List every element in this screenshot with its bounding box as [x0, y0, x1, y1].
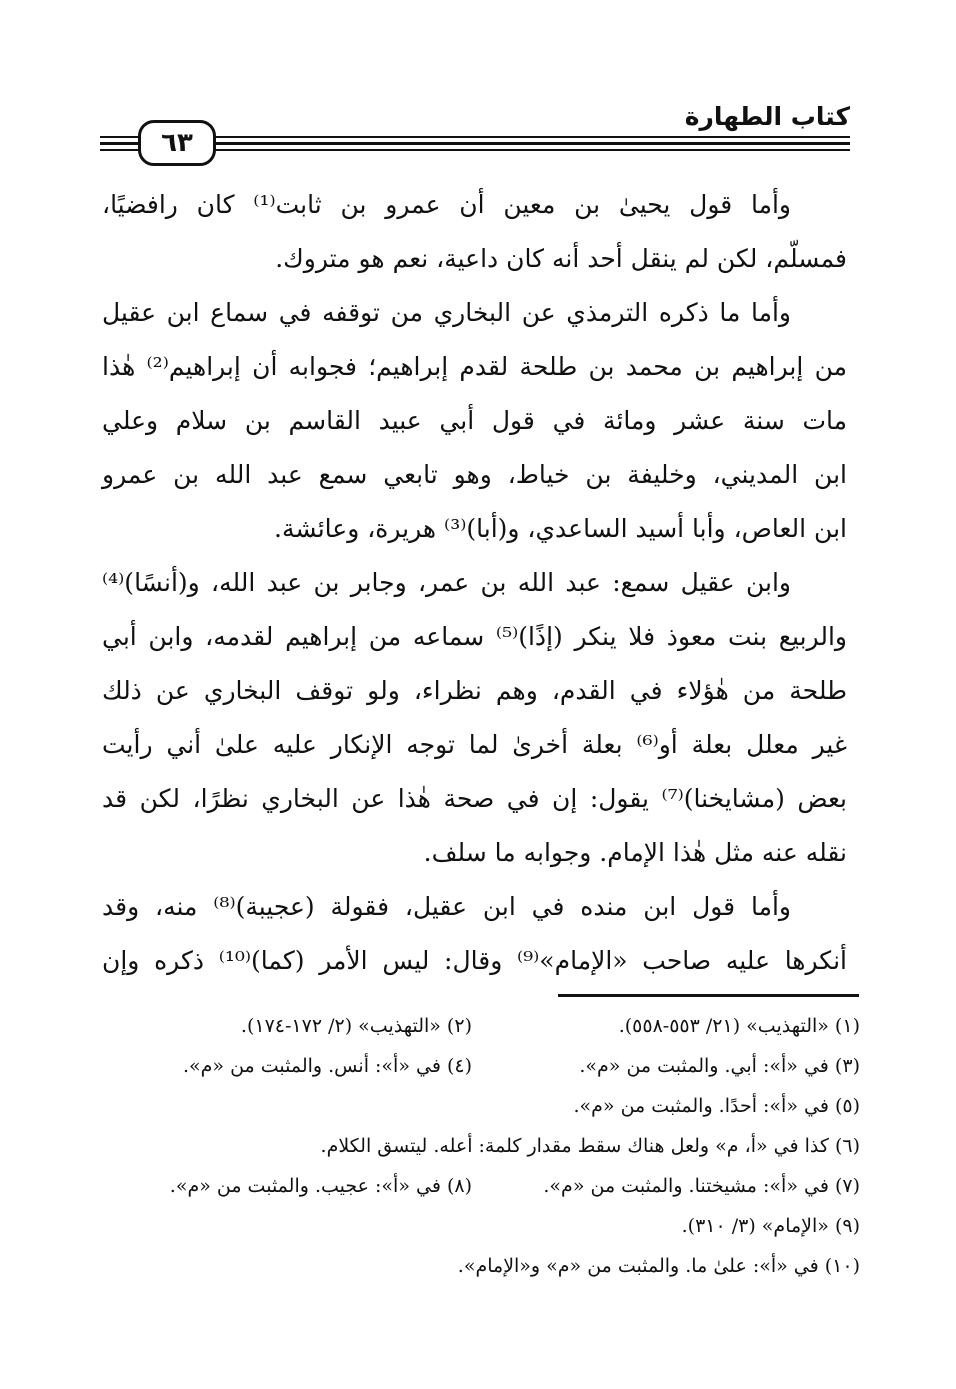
text-line: نقله عنه مثل هٰذا الإمام. وجوابه ما سلف. [423, 838, 847, 867]
text-line: أنكرها عليه صاحب «الإمام»⁽⁹⁾ وقال: ليس الأمر (كما)⁽¹⁰⁾ ذكره وإن [102, 946, 847, 975]
footnote-5: (٥) في «أ»: أحدًا. والمثبت من «م». [573, 1095, 860, 1117]
text-line: ابن العاص، وأبا أسيد الساعدي، و(أبا)⁽³⁾ هريرة، وعائشة. [274, 514, 847, 543]
footnote-row [102, 1206, 860, 1246]
main-text [102, 178, 847, 988]
text-line: وأما قول ابن منده في ابن عقيل، فقولة (عجيبة)⁽⁸⁾ منه، وقد [102, 892, 791, 921]
text-line: وأما قول يحيىٰ بن معين أن عمرو بن ثابت⁽¹⁾ كان رافضيًا، [102, 190, 791, 219]
running-header [100, 96, 850, 160]
footnote-row [102, 1166, 860, 1206]
footnotes [102, 1006, 860, 1286]
footnote-4: (٤) في «أ»: أنس. والمثبت من «م». [182, 1055, 472, 1077]
text-line: ابن المديني، وخليفة بن خياط، وهو تابعي سمع عبد الله بن عمرو [102, 460, 847, 489]
footnote-7: (٧) في «أ»: مشيختنا. والمثبت من «م». [543, 1175, 860, 1197]
footnote-row [102, 1126, 860, 1166]
footnote-separator [558, 994, 859, 997]
footnote-6: (٦) كذا في «أ، م» ولعل هناك سقط مقدار كلمة: أعله. ليتسق الكلام. [320, 1135, 860, 1157]
footnote-row [102, 1046, 860, 1086]
text-line: مات سنة عشر ومائة في قول أبي عبيد القاسم بن سلام وعلي [102, 406, 847, 435]
footnote-10: (١٠) في «أ»: علىٰ ما. والمثبت من «م» و«الإمام». [457, 1255, 860, 1277]
footnote-3: (٣) في «أ»: أبي. والمثبت من «م». [579, 1055, 860, 1077]
text-line: وأما ما ذكره الترمذي عن البخاري من توقفه في سماع ابن عقيل [102, 298, 791, 327]
text-line: بعض (مشايخنا)⁽⁷⁾ يقول: إن في صحة هٰذا عن البخاري نظرًا، لكن قد [102, 784, 847, 813]
footnote-row [102, 1246, 860, 1286]
footnote-row [102, 1006, 860, 1046]
text-line: غير معلل بعلة أو⁽⁶⁾ بعلة أخرىٰ لما توجه الإنكار عليه علىٰ أني رأيت [102, 730, 847, 759]
footnote-9: (٩) «الإمام» (٣/ ٣١٠). [681, 1215, 860, 1237]
text-line: وابن عقيل سمع: عبد الله بن عمر، وجابر بن عبد الله، و(أنسًا)⁽⁴⁾ [102, 568, 791, 597]
footnote-2: (٢) «التهذيب» (٢/ ١٧٢-١٧٤). [240, 1015, 472, 1037]
text-line: والربيع بنت معوذ فلا ينكر (إذًا)⁽⁵⁾ سماعه من إبراهيم لقدمه، وابن أبي [102, 622, 847, 651]
footnote-8: (٨) في «أ»: عجيب. والمثبت من «م». [169, 1175, 472, 1197]
text-line: طلحة من هٰؤلاء في القدم، وهم نظراء، ولو توقف البخاري عن ذلك [102, 676, 847, 705]
footnote-row [102, 1086, 860, 1126]
text-line: فمسلّم، لكن لم ينقل أحد أنه كان داعية، نعم هو متروك. [275, 244, 847, 273]
book-title: كتاب الطهارة [684, 102, 850, 131]
footnote-1: (١) «التهذيب» (٢١/ ٥٥٣-٥٥٨). [618, 1015, 860, 1037]
text-line: من إبراهيم بن محمد بن طلحة لقدم إبراهيم؛ فجوابه أن إبراهيم⁽²⁾ هٰذا [102, 352, 847, 381]
page-number: ٦٣ [138, 120, 216, 166]
